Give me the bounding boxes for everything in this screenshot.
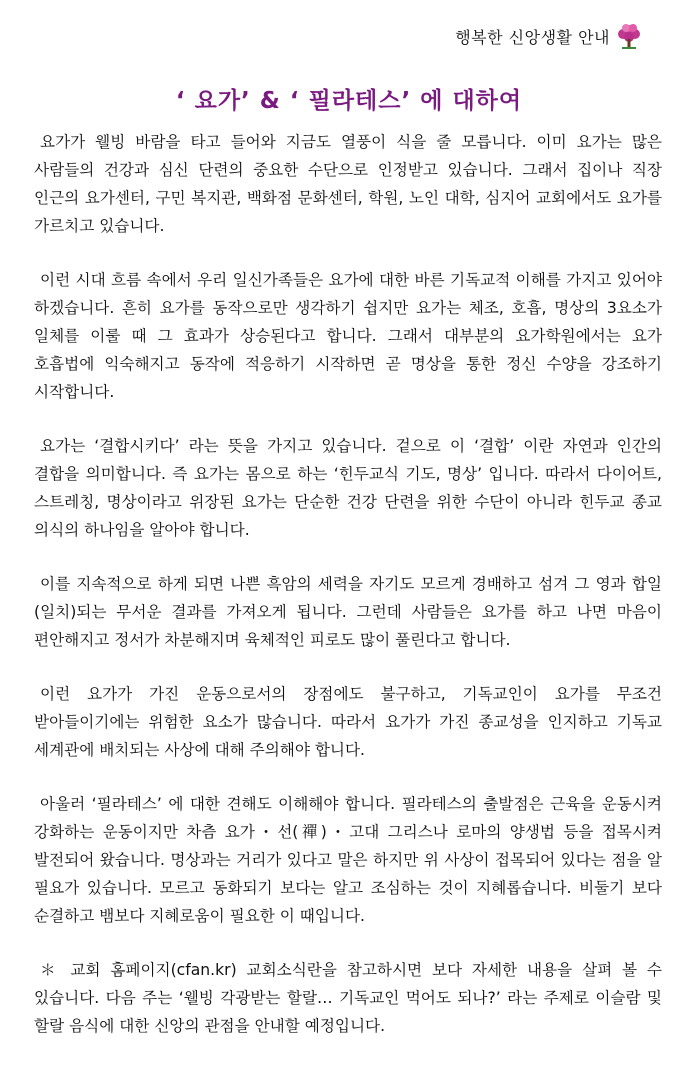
header [455, 22, 642, 50]
document-title: ‘ 요가’ & ‘ 필라테스’ 에 대하여 [175, 88, 523, 114]
paragraph-6: 아울러 ‘필라테스’ 에 대한 견해도 이해해야 합니다. 필라테스의 출발점은 근육을 운동시켜 강화하는 운동이지만 차츰 요가・선(禪)・고대 그리스나 로마의 양생법 등을 접목시켜 발전되어 왔습니다. 명상과는 거리가 있다고 말은 하지만 위 사상이 접목되어 있다는 점을 알 필요가 있습니다. 모르고 동화되기 보다는 알고 조심하는 것이 지혜롭습니다. 비둘기 보다 순결하고 뱀보다 지혜로움이 필요한 이 때입니다. [34, 795, 662, 925]
paragraph-1: 요가가 웰빙 바람을 타고 들어와 지금도 열풍이 식을 줄 모릅니다. 이미 요가는 많은 사람들의 건강과 심신 단련의 중요한 수단으로 인정받고 있습니다. 그래서 집이나 직장 인근의 요가센터, 구민 복지관, 백화점 문화센터, 학원, 노인 대학, 심지어 교회에서도 요가를 가르치고 있습니다. [34, 133, 662, 235]
paragraph-4: 이를 지속적으로 하게 되면 나쁜 흑암의 세력을 자기도 모르게 경배하고 섬겨 그 영과 합일(일치)되는 무서운 결과를 가져오게 됩니다. 그런데 사람들은 요가를 하고 나면 마음이 편안해지고 정서가 차분해지며 육체적인 피로도 많이 풀린다고 합니다. [34, 575, 662, 649]
tree-icon [616, 22, 642, 50]
paragraph-3: 요가는 ‘결합시키다’ 라는 뜻을 가지고 있습니다. 겉으로 이 ‘결합’ 이란 자연과 인간의 결합을 의미합니다. 즉 요가는 몸으로 하는 ‘힌두교식 기도, 명상’ 입니다. 따라서 다이어트, 스트레칭, 명상이라고 위장된 요가는 단순한 건강 단련을 위한 수단이 아니라 힌두교 종교 의식의 하나임을 알아야 합니다. [34, 437, 662, 539]
paragraph-7-note: ＊ 교회 홈페이지(cfan.kr) 교회소식란을 참고하시면 보다 자세한 내용을 살펴 볼 수 있습니다. 다음 주는 ‘웰빙 각광받는 할랄… 기독교인 먹어도 되나?’ 라는 주제로 이슬람 및 할랄 음식에 대한 신앙의 관점을 안내할 예정입니다. [34, 961, 662, 1035]
paragraph-5: 이런 요가가 가진 운동으로서의 장점에도 불구하고, 기독교인이 요가를 무조건 받아들이기에는 위험한 요소가 많습니다. 따라서 요가가 가진 종교성을 인지하고 기독교 세계관에 배치되는 사상에 대해 주의해야 합니다. [34, 685, 662, 759]
header-title: 행복한 신앙생활 안내 [455, 27, 610, 47]
paragraph-2: 이런 시대 흐름 속에서 우리 일신가족들은 요가에 대한 바른 기독교적 이해를 가지고 있어야 하겠습니다. 흔히 요가를 동작으로만 생각하기 쉽지만 요가는 체조, 호흡, 명상의 3요소가 일체를 이룰 때 그 효과가 상승된다고 합니다. 그래서 대부분의 요가학원에서는 요가 호흡법에 익숙해지고 동작에 적응하기 시작하면 곧 명상을 통한 정신 수양을 강조하기 시작합니다. [34, 271, 662, 401]
document-body [34, 128, 662, 1066]
